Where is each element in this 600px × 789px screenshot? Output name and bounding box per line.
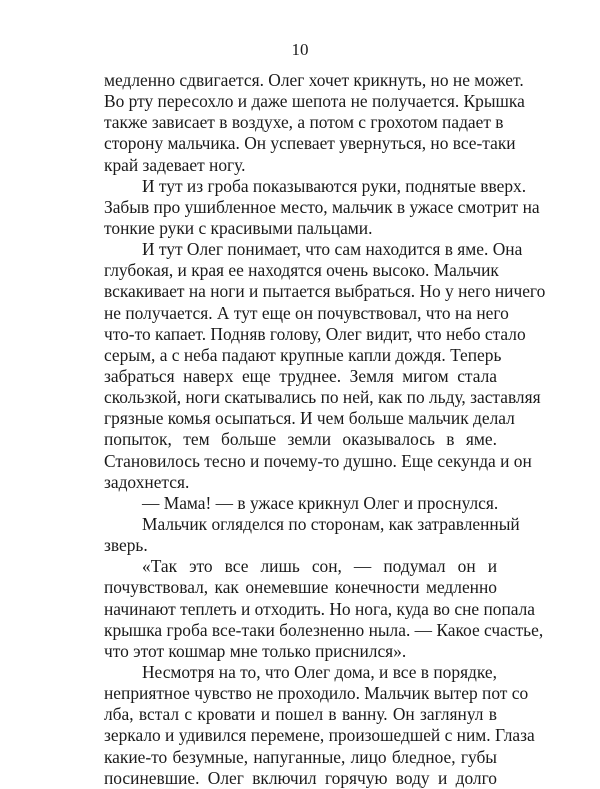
text-line: неприятное чувство не проходило. Мальчик вытер пот со — [104, 683, 529, 704]
text-line: попыток, тем больше земли оказывалось в яме. — [104, 429, 497, 450]
text-line: также зависает в воздухе, а потом с грохотом падает в — [104, 112, 504, 133]
text-line: Забыв про ушибленное место, мальчик в ужасе смотрит на — [104, 196, 540, 217]
text-line: скользкой, ноги скатывались по ней, как по льду, заставляя — [104, 387, 541, 408]
text-line: зеркало и удивился перемене, произошедшей с ним. Глаза — [104, 725, 535, 746]
text-line: посиневшие. Олег включил горячую воду и долго — [104, 767, 497, 788]
text-line: что-то капает. Подняв голову, Олег видит, что небо стало — [104, 323, 526, 344]
text-line: серым, а с неба падают крупные капли дождя. Теперь — [104, 344, 502, 365]
text-line: почувствовал, как онемевшие конечности медленно — [104, 577, 497, 598]
text-line: сторону мальчика. Он успевает увернуться, но все-таки — [104, 133, 516, 154]
text-line: И тут Олег понимает, что сам находится в яме. Она — [142, 239, 523, 260]
text-line: лба, встал с кровати и пошел в ванну. Он заглянул в — [104, 704, 497, 725]
text-line: «Так это все лишь сон, — подумал он и — [142, 556, 497, 577]
page-number: 10 — [291, 40, 309, 59]
text-line: задохнется. — [104, 471, 190, 492]
text-line: вскакивает на ноги и пытается выбраться. Но у него ничего — [104, 281, 546, 302]
text-line: Во рту пересохло и даже шепота не получается. Крышка — [104, 91, 525, 112]
text-line: начинают теплеть и отходить. Но нога, куда во сне попала — [104, 598, 536, 619]
text-line: крышка гроба все-таки болезненно ныла. — Какое счастье, — [104, 619, 544, 640]
text-line: не получается. А тут еще он почувствовал, что на него — [104, 302, 509, 323]
text-line: что этот кошмар мне только приснился». — [104, 640, 407, 661]
text-line: медленно сдвигается. Олег хочет крикнуть, но не может. — [104, 70, 524, 90]
text-line: какие-то безумные, напуганные, лицо бледное, губы — [104, 746, 497, 767]
text-line: грязные комья осыпаться. И чем больше мальчик делал — [104, 408, 515, 429]
text-line: — Мама! — в ужасе крикнул Олег и проснулся. — [142, 492, 499, 513]
text-line: Мальчик огляделся по сторонам, как затравленный — [142, 513, 520, 534]
text-line: тонкие руки с красивыми пальцами. — [104, 217, 373, 238]
text-line: И тут из гроба показываются руки, поднятые вверх. — [142, 175, 527, 196]
text-line: край задевает ногу. — [104, 154, 246, 175]
text-line: Несмотря на то, что Олег дома, и все в порядке, — [142, 661, 497, 682]
text-line: Становилось тесно и почему-то душно. Еще секунда и он — [104, 450, 532, 471]
text-line: глубокая, и края ее находятся очень высоко. Мальчик — [104, 260, 499, 281]
body-text — [104, 70, 546, 789]
text-line: зверь. — [104, 535, 148, 556]
text-line: забраться наверх еще труднее. Земля мигом стала — [104, 365, 497, 386]
